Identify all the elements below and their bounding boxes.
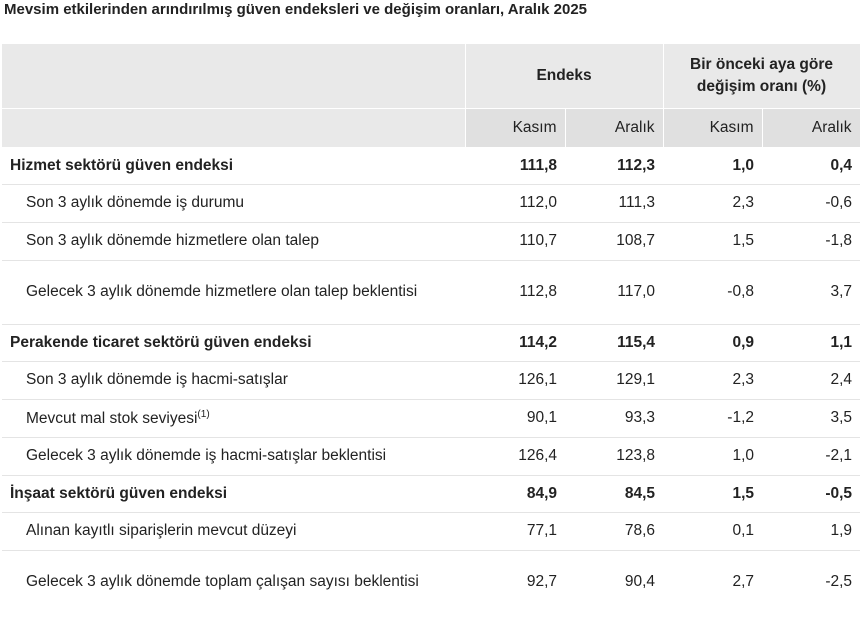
header-change-rate-line1: Bir önceki aya göre <box>690 55 834 73</box>
cell-value: 1,1 <box>762 324 860 361</box>
table-row <box>2 222 860 260</box>
table-row <box>2 550 860 614</box>
table-row <box>2 324 860 361</box>
header-blank-cell <box>2 44 465 108</box>
cell-value: 114,2 <box>465 324 565 361</box>
cell-value: 110,7 <box>465 222 565 260</box>
row-label: Hizmet sektörü güven endeksi <box>2 147 465 184</box>
header-change-rate <box>663 44 860 108</box>
cell-value: 126,1 <box>465 361 565 399</box>
cell-value: 2,4 <box>762 361 860 399</box>
cell-value: 77,1 <box>465 512 565 550</box>
header-blank-cell-2 <box>2 108 465 147</box>
row-label: Son 3 aylık dönemde iş hacmi-satışlar <box>2 361 465 399</box>
cell-value: 0,4 <box>762 147 860 184</box>
cell-value: 1,9 <box>762 512 860 550</box>
row-label: Perakende ticaret sektörü güven endeksi <box>2 324 465 361</box>
row-label-text: Mevcut mal stok seviyesi <box>26 409 198 427</box>
cell-value: 1,5 <box>663 475 762 512</box>
cell-value: 2,3 <box>663 361 762 399</box>
cell-value: -2,5 <box>825 573 853 590</box>
confidence-index-table <box>2 44 861 614</box>
cell-value: 117,0 <box>565 260 663 324</box>
cell-value: -2,1 <box>762 437 860 475</box>
cell-value: 3,5 <box>762 399 860 437</box>
cell-value: -0,8 <box>663 260 762 324</box>
cell-value: 112,8 <box>465 260 565 324</box>
row-label: Gelecek 3 aylık dönemde toplam çalışan sayısı beklentisi <box>26 573 419 590</box>
cell-value: 1,5 <box>663 222 762 260</box>
cell-value: 3,7 <box>762 260 860 324</box>
header-col-kasim-change: Kasım <box>663 108 762 147</box>
header-change-rate-line2: değişim oranı (%) <box>696 77 827 95</box>
cell-value: -1,8 <box>762 222 860 260</box>
cell-value: 2,7 <box>732 573 755 590</box>
header-col-aralik-endeks: Aralık <box>565 108 663 147</box>
cell-value: 78,6 <box>565 512 663 550</box>
cell-value: 1,0 <box>663 147 762 184</box>
cell-value: 0,9 <box>663 324 762 361</box>
cell-value: -0,6 <box>762 184 860 222</box>
cell-value: 123,8 <box>565 437 663 475</box>
table-row <box>2 399 860 437</box>
table-row <box>2 260 860 324</box>
table-title: Mevsim etkilerinden arındırılmış güven endeksleri ve değişim oranları, Aralık 2025 <box>4 1 588 18</box>
row-label: Alınan kayıtlı siparişlerin mevcut düzeyi <box>2 512 465 550</box>
table-row <box>2 512 860 550</box>
cell-value: 0,1 <box>663 512 762 550</box>
table-row <box>2 475 860 512</box>
cell-value: 90,1 <box>465 399 565 437</box>
header-endeks: Endeks <box>465 44 663 108</box>
cell-value: 92,7 <box>526 573 557 590</box>
row-label <box>2 399 465 437</box>
cell-value: 84,9 <box>465 475 565 512</box>
cell-value: 2,3 <box>663 184 762 222</box>
table-row <box>2 147 860 184</box>
cell-value: 129,1 <box>565 361 663 399</box>
cell-value: -0,5 <box>762 475 860 512</box>
cell-value: 112,3 <box>565 147 663 184</box>
row-label: Gelecek 3 aylık dönemde iş hacmi-satışlar beklentisi <box>2 437 465 475</box>
row-label: Son 3 aylık dönemde hizmetlere olan talep <box>2 222 465 260</box>
table-row <box>2 437 860 475</box>
header-col-kasim-endeks: Kasım <box>465 108 565 147</box>
table-row <box>2 184 860 222</box>
cell-value: 112,0 <box>465 184 565 222</box>
cell-value: 93,3 <box>565 399 663 437</box>
footnote-marker: (1) <box>197 408 210 420</box>
table-row <box>2 361 860 399</box>
cell-value: 1,0 <box>663 437 762 475</box>
cell-value: 90,4 <box>624 573 656 590</box>
cell-value: 108,7 <box>565 222 663 260</box>
cell-value: 115,4 <box>565 324 663 361</box>
row-label: Gelecek 3 aylık dönemde hizmetlere olan talep beklentisi <box>2 260 465 324</box>
cell-value: 84,5 <box>565 475 663 512</box>
row-label: İnşaat sektörü güven endeksi <box>2 475 465 512</box>
cell-value: 126,4 <box>465 437 565 475</box>
cell-value: -1,2 <box>663 399 762 437</box>
header-col-aralik-change: Aralık <box>762 108 860 147</box>
cell-value: 111,8 <box>465 147 565 184</box>
row-label: Son 3 aylık dönemde iş durumu <box>2 184 465 222</box>
cell-value: 111,3 <box>565 184 663 222</box>
